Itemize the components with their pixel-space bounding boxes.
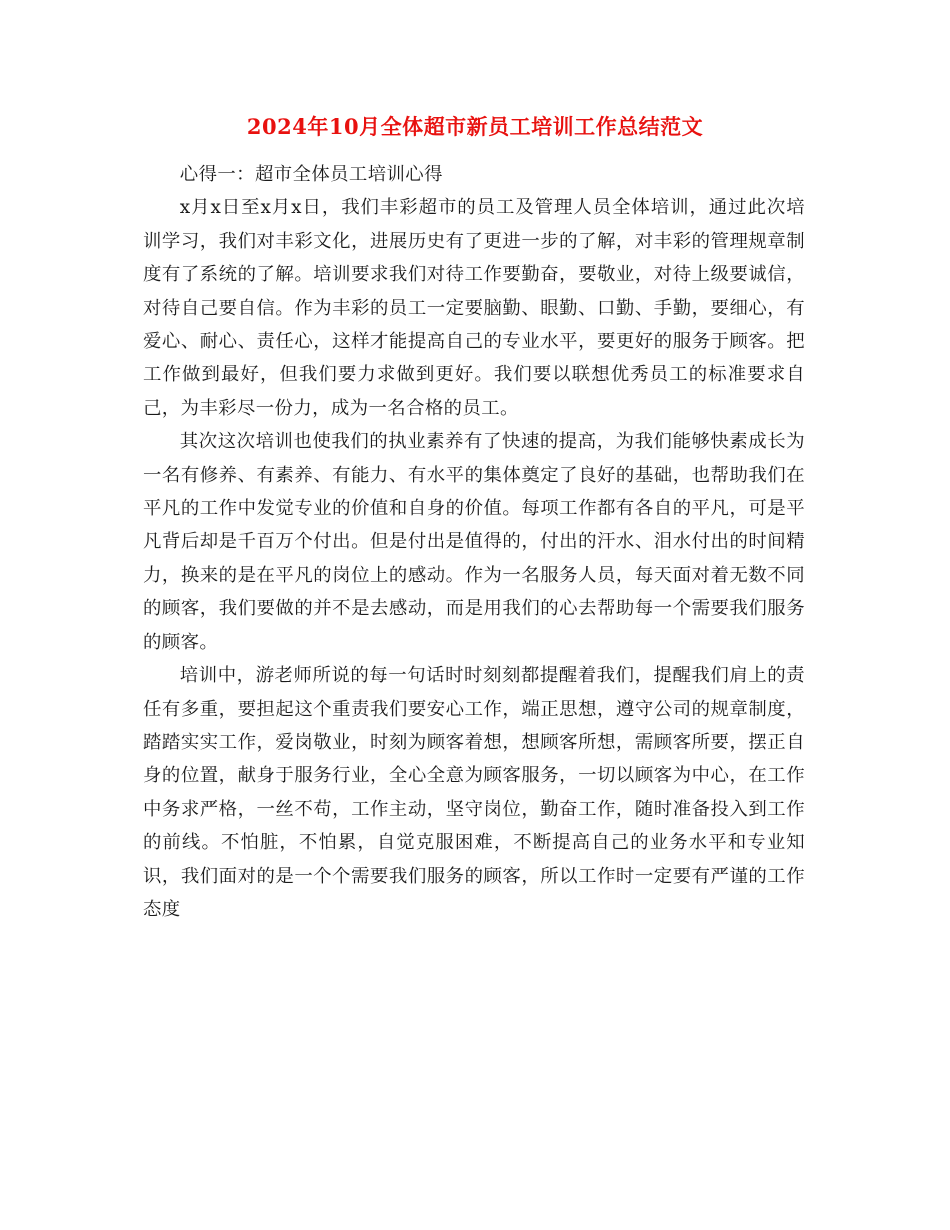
paragraph-3: 培训中，游老师所说的每一句话时时刻刻都提醒着我们，提醒我们肩上的责任有多重，要担起这个重责我们要安心工作，端正思想，遵守公司的规章制度，踏踏实实工作，爱岗敬业，时刻为顾客着想，想顾客所想，需顾客所要，摆正自身的位置，献身于服务行业，全心全意为顾客服务，一切以顾客为中心，在工作中务求严格，一丝不苟，工作主动，坚守岗位，勤奋工作，随时准备投入到工作的前线。不怕脏，不怕累，自觉克服困难，不断提高自己的业务水平和专业知识，我们面对的是一个个需要我们服务的顾客，所以工作时一定要有严谨的工作态度: [143, 665, 805, 920]
page-title: 2024年10月全体超市新员工培训工作总结范文: [246, 114, 704, 139]
section-subtitle: 心得一：超市全体员工培训心得: [179, 164, 443, 185]
paragraph-1: x月x日至x月x日，我们丰彩超市的员工及管理人员全体培训，通过此次培训学习，我们对丰彩文化，进展历史有了更进一步的了解，对丰彩的管理规章制度有了系统的了解。培训要求我们对待工作要勤奋，要敬业，对待上级要诚信，对待自己要自信。作为丰彩的员工一定要脑勤、眼勤、口勤、手勤，要细心，有爱心、耐心、责任心，这样才能提高自己的专业水平，要更好的服务于顾客。把工作做到最好，但我们要力求做到更好。我们要以联想优秀员工的标准要求自己，为丰彩尽一份力，成为一名合格的员工。: [143, 197, 805, 419]
document-body: [143, 158, 805, 926]
paragraph-2: 其次这次培训也使我们的执业素养有了快速的提高，为我们能够快素成长为一名有修养、有素养、有能力、有水平的集体奠定了良好的基础，也帮助我们在平凡的工作中发觉专业的价值和自身的价值。每项工作都有各自的平凡，可是平凡背后却是千百万个付出。但是付出是值得的，付出的汗水、泪水付出的时间精力，换来的是在平凡的岗位上的感动。作为一名服务人员，每天面对着无数不同的顾客，我们要做的并不是去感动，而是用我们的心去帮助每一个需要我们服务的顾客。: [143, 431, 805, 653]
